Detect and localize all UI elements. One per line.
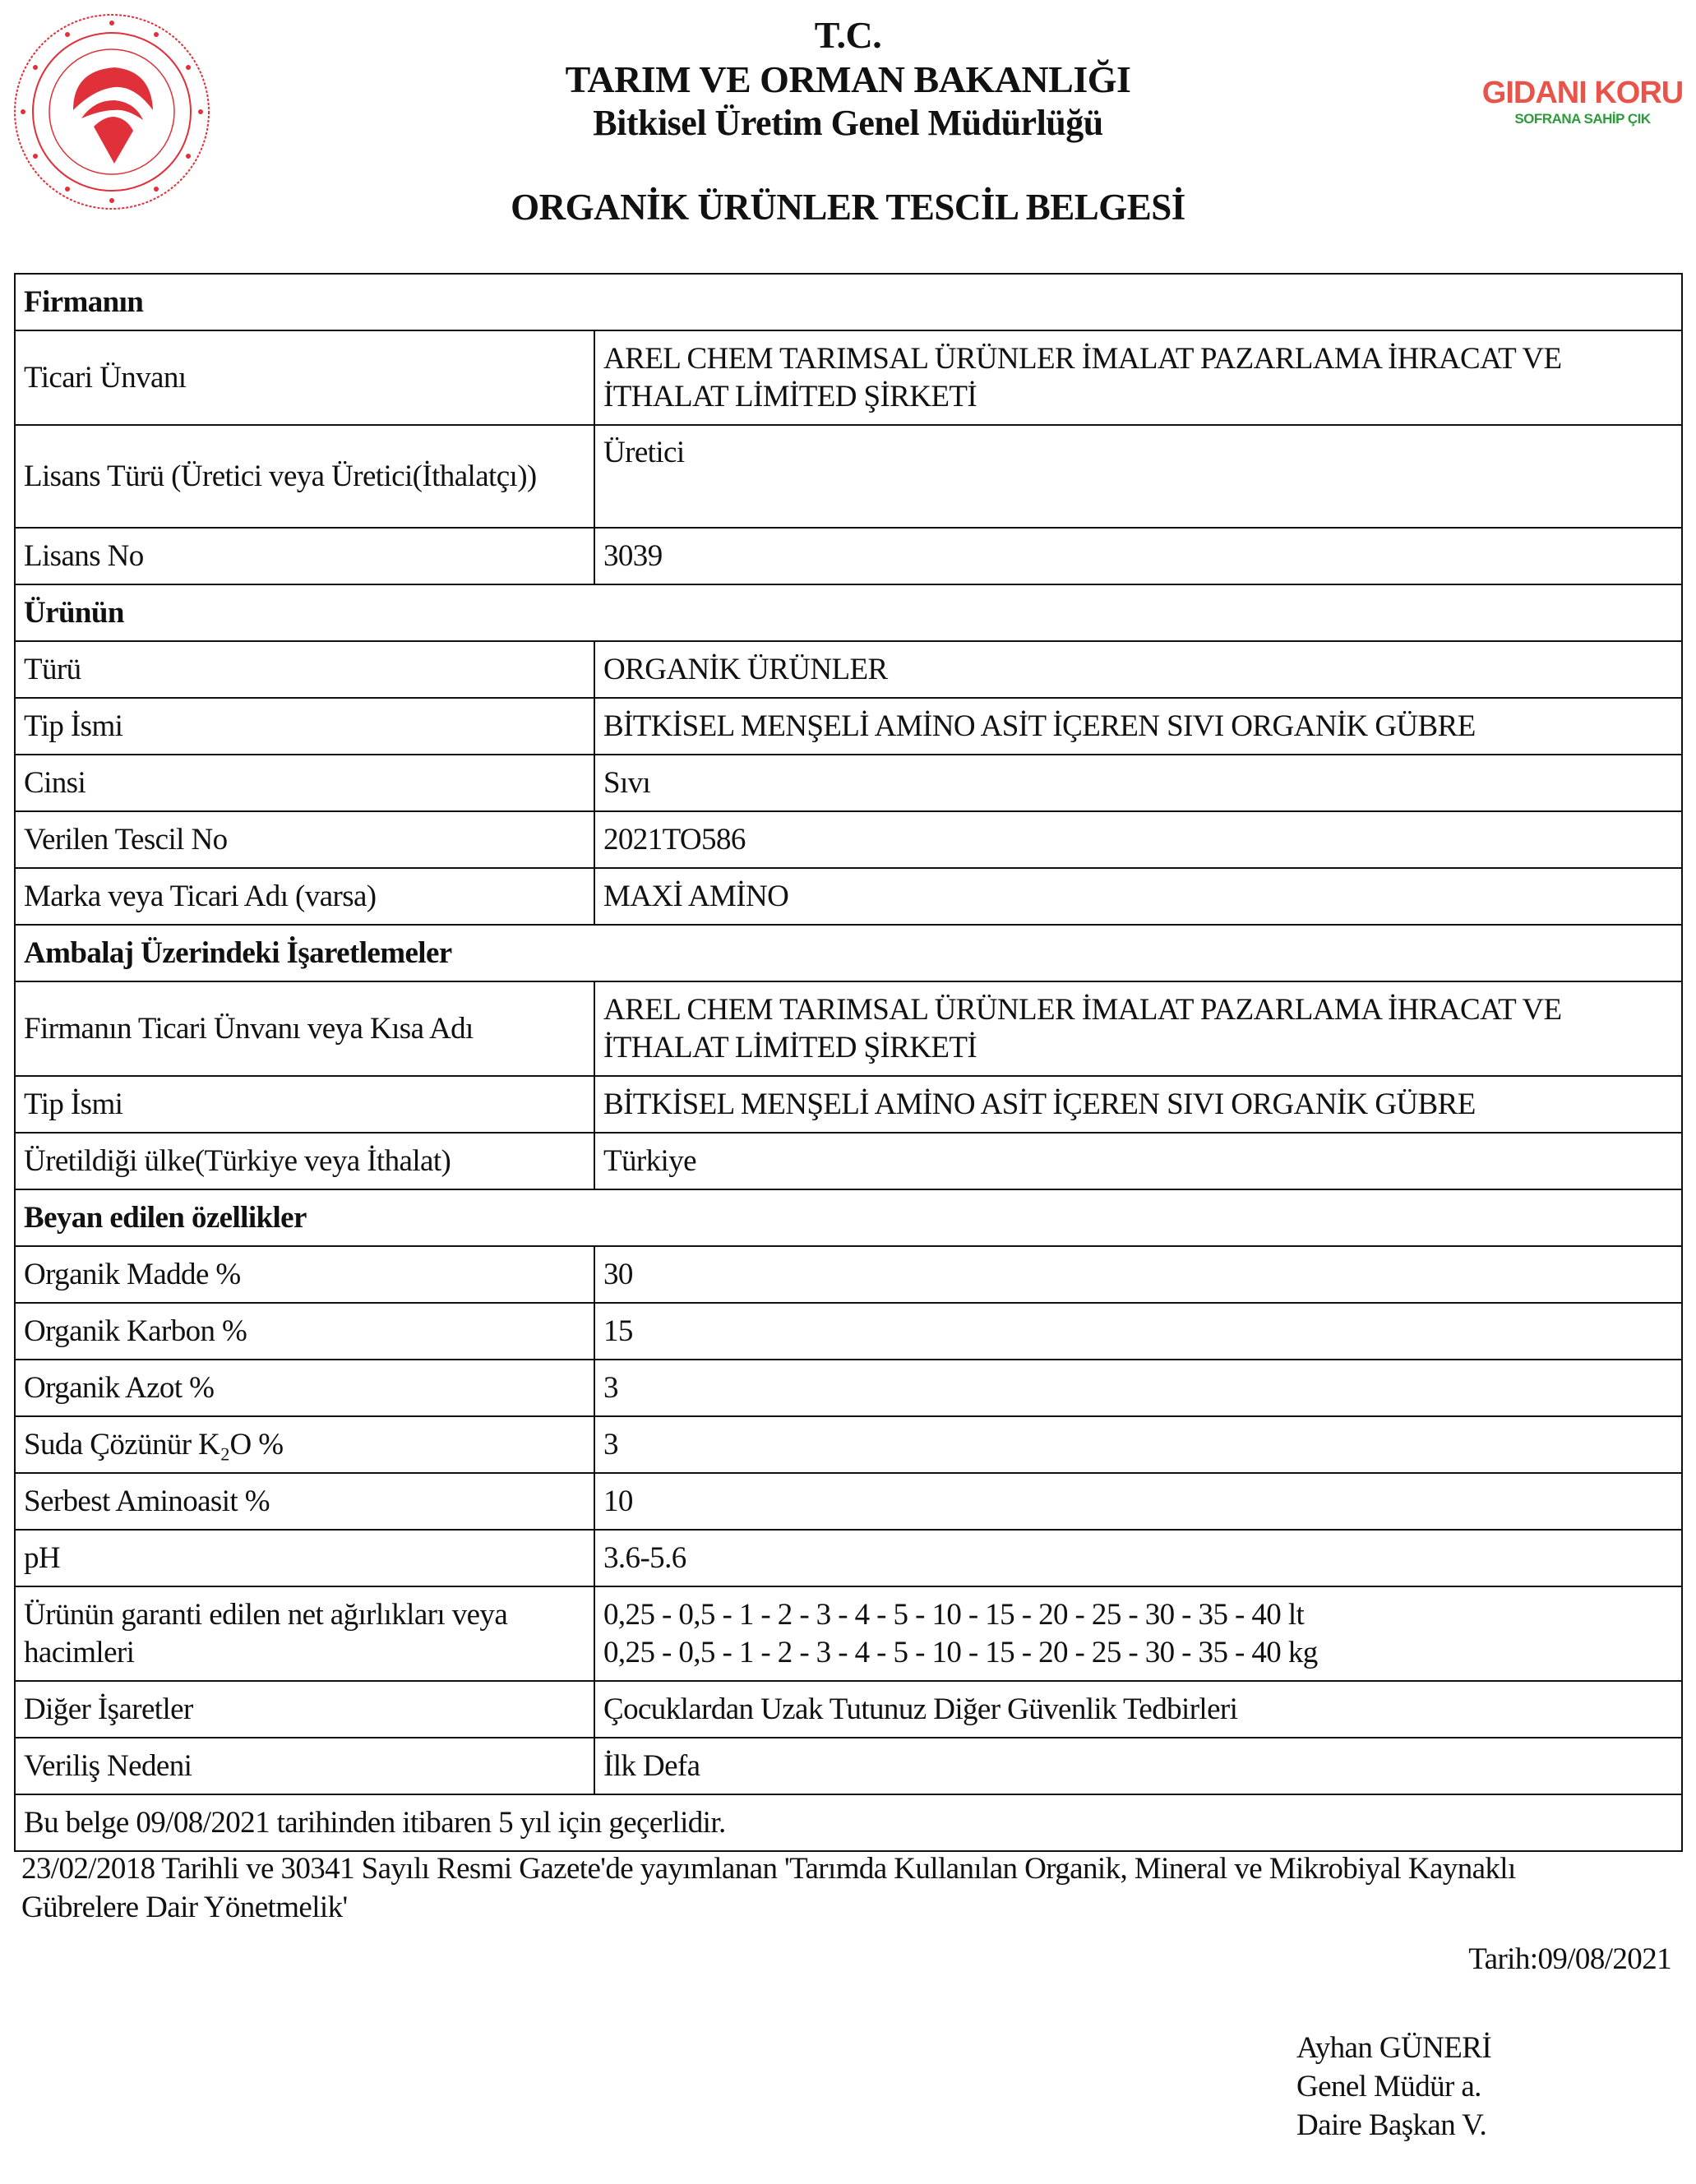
table-row	[15, 1473, 1682, 1530]
row-value: Sıvı	[594, 755, 1682, 811]
section-packaging: Ambalaj Üzerindeki İşaretlemeler	[15, 925, 1682, 981]
row-label: Serbest Aminoasit %	[15, 1473, 594, 1530]
table-row	[15, 1738, 1682, 1794]
row-label: Firmanın Ticari Ünvanı veya Kısa Adı	[15, 981, 594, 1076]
row-label: Tip İsmi	[15, 698, 594, 755]
row-value: 3039	[594, 528, 1682, 584]
weights-liters: 0,25 - 0,5 - 1 - 2 - 3 - 4 - 5 - 10 - 15 - 20 - 25 - 30 - 35 - 40 lt	[603, 1597, 1305, 1632]
table-row	[15, 1416, 1682, 1473]
header-tc: T.C.	[814, 14, 882, 56]
weights-kilograms: 0,25 - 0,5 - 1 - 2 - 3 - 4 - 5 - 10 - 15 - 20 - 25 - 30 - 35 - 40 kg	[603, 1635, 1318, 1669]
row-value: AREL CHEM TARIMSAL ÜRÜNLER İMALAT PAZARLAMA İHRACAT VE İTHALAT LİMİTED ŞİRKETİ	[594, 330, 1682, 425]
row-label: Organik Madde %	[15, 1246, 594, 1303]
registration-table	[14, 273, 1683, 1852]
row-label: Verilen Tescil No	[15, 811, 594, 868]
watermark-logo	[1480, 76, 1685, 128]
table-row	[15, 1076, 1682, 1133]
row-label: Suda Çözünür K₂O %	[15, 1416, 594, 1473]
section-firm: Firmanın	[15, 274, 1682, 330]
row-label: Ticari Ünvanı	[15, 330, 594, 425]
row-value: MAXİ AMİNO	[594, 868, 1682, 925]
row-value: 3.6-5.6	[594, 1530, 1682, 1586]
row-label: Üretildiği ülke(Türkiye veya İthalat)	[15, 1133, 594, 1189]
header-ministry: TARIM VE ORMAN BAKANLIĞI	[565, 58, 1131, 100]
row-value: BİTKİSEL MENŞELİ AMİNO ASİT İÇEREN SIVI ORGANİK GÜBRE	[594, 698, 1682, 755]
table-row	[15, 425, 1682, 528]
row-value: BİTKİSEL MENŞELİ AMİNO ASİT İÇEREN SIVI ORGANİK GÜBRE	[594, 1076, 1682, 1133]
table-row	[15, 1246, 1682, 1303]
row-label: Organik Karbon %	[15, 1303, 594, 1360]
row-label: Veriliş Nedeni	[15, 1738, 594, 1794]
watermark-line1: GIDANI KORU	[1481, 76, 1684, 110]
row-label: pH	[15, 1530, 594, 1586]
issue-date: Tarih:09/08/2021	[1468, 1942, 1671, 1976]
row-value: 3	[594, 1416, 1682, 1473]
table-row	[15, 330, 1682, 425]
regulation-note: 23/02/2018 Tarihli ve 30341 Sayılı Resmi Gazete'de yayımlanan 'Tarımda Kullanılan Organik, Mineral ve Mikrobiyal Kaynaklı Gübrelere Dair Yönetmelik'	[21, 1852, 1516, 1924]
row-value: Üretici	[594, 425, 1682, 528]
table-row	[15, 1133, 1682, 1189]
row-label: Tip İsmi	[15, 1076, 594, 1133]
row-label: Marka veya Ticari Adı (varsa)	[15, 868, 594, 925]
row-value: ORGANİK ÜRÜNLER	[594, 641, 1682, 698]
row-value: 30	[594, 1246, 1682, 1303]
section-declared: Beyan edilen özellikler	[15, 1189, 1682, 1246]
table-row	[15, 1360, 1682, 1416]
table-row	[15, 981, 1682, 1076]
row-value	[594, 1586, 1682, 1681]
table-row	[15, 641, 1682, 698]
row-value: AREL CHEM TARIMSAL ÜRÜNLER İMALAT PAZARLAMA İHRACAT VE İTHALAT LİMİTED ŞİRKETİ	[594, 981, 1682, 1076]
row-label: Türü	[15, 641, 594, 698]
signatory-title-1: Genel Müdür a.	[1296, 2070, 1481, 2103]
table-row	[15, 1681, 1682, 1738]
document-title: ORGANİK ÜRÜNLER TESCİL BELGESİ	[511, 187, 1185, 228]
table-row	[15, 698, 1682, 755]
table-row	[15, 1530, 1682, 1586]
validity-note: Bu belge 09/08/2021 tarihinden itibaren 5 yıl için geçerlidir.	[15, 1794, 1682, 1851]
row-value: 10	[594, 1473, 1682, 1530]
section-product: Ürünün	[15, 584, 1682, 641]
row-label: Diğer İşaretler	[15, 1681, 594, 1738]
table-row	[15, 1303, 1682, 1360]
table-row	[15, 1586, 1682, 1681]
watermark-line2: SOFRANA SAHİP ÇIK	[1514, 111, 1651, 127]
row-value: Türkiye	[594, 1133, 1682, 1189]
row-value: 3	[594, 1360, 1682, 1416]
row-value: Çocuklardan Uzak Tutunuz Diğer Güvenlik Tedbirleri	[594, 1681, 1682, 1738]
row-value: 15	[594, 1303, 1682, 1360]
signatory-name: Ayhan GÜNERİ	[1296, 2031, 1492, 2065]
row-label: Organik Azot %	[15, 1360, 594, 1416]
signatory-title-2: Daire Başkan V.	[1296, 2108, 1487, 2142]
row-label: Lisans No	[15, 528, 594, 584]
row-value: İlk Defa	[594, 1738, 1682, 1794]
table-row	[15, 528, 1682, 584]
row-value: 2021TO586	[594, 811, 1682, 868]
row-label: Lisans Türü (Üretici veya Üretici(İthalatçı))	[15, 425, 594, 528]
header-directorate: Bitkisel Üretim Genel Müdürlüğü	[593, 103, 1103, 143]
table-row	[15, 755, 1682, 811]
row-label: Cinsi	[15, 755, 594, 811]
table-row	[15, 868, 1682, 925]
table-row	[15, 811, 1682, 868]
row-label: Ürünün garanti edilen net ağırlıkları veya hacimleri	[15, 1586, 594, 1681]
